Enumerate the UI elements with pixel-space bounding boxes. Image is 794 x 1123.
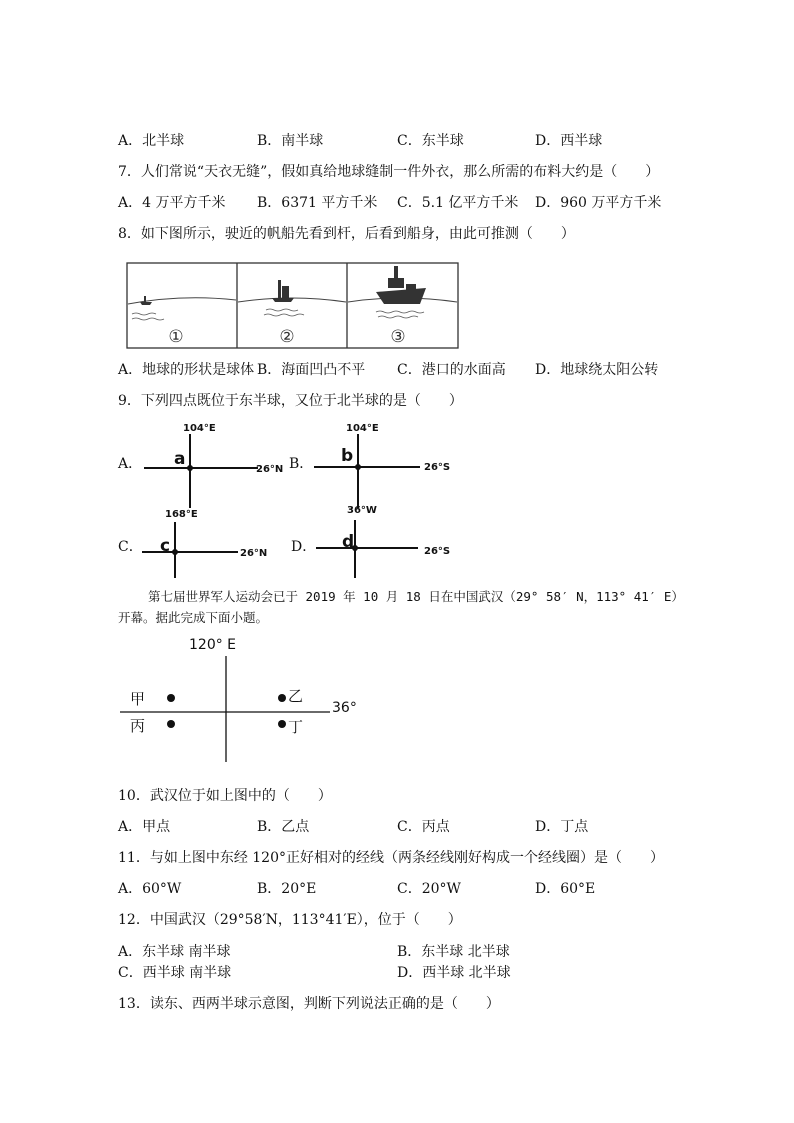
q10-option-b: B．乙点 bbox=[257, 819, 310, 835]
q10-option-d: D．丁点 bbox=[535, 819, 589, 835]
q9-option-d-label: D． bbox=[291, 539, 317, 555]
q12-option-b: B．东半球 北半球 bbox=[397, 944, 510, 960]
ship-approach-figure bbox=[126, 262, 460, 350]
point-bing: 丙 bbox=[130, 717, 146, 735]
point-jia: 甲 bbox=[130, 690, 146, 708]
q8-stem: 8．如下图所示，驶近的帆船先看到杆，后看到船身，由此可推测（ ） bbox=[118, 226, 575, 242]
q11-option-c: C．20°W bbox=[397, 881, 461, 897]
q8-option-d: D．地球绕太阳公转 bbox=[535, 362, 659, 378]
q11-option-b: B．20°E bbox=[257, 881, 317, 897]
passage-line-1: 第七届世界军人运动会已于 2019 年 10 月 18 日在中国武汉（29° 58′ N，113° 41′ E） bbox=[148, 589, 684, 604]
panel-label-1: ① bbox=[168, 327, 184, 347]
q13-stem: 13．读东、西两半球示意图，判断下列说法正确的是（ ） bbox=[118, 996, 500, 1012]
point-letter-b: b bbox=[341, 446, 354, 466]
passage-line-2: 开幕。据此完成下面小题。 bbox=[118, 610, 269, 625]
lon-label-d: 36°W bbox=[347, 505, 377, 516]
q6-option-a: A．北半球 bbox=[118, 133, 185, 149]
q6-option-c: C．东半球 bbox=[397, 133, 464, 149]
grid-lon-label: 120° E bbox=[189, 637, 237, 653]
lat-label-d: 26°S bbox=[424, 546, 451, 557]
panel-label-2: ② bbox=[279, 327, 295, 347]
lat-label-c: 26°N bbox=[240, 548, 268, 559]
q9-option-b-label: B． bbox=[289, 456, 314, 472]
q12-stem: 12．中国武汉（29°58′N，113°41′E），位于（ ） bbox=[118, 912, 462, 928]
point-letter-a: a bbox=[174, 449, 186, 469]
point-letter-c: c bbox=[160, 536, 171, 556]
lat-label-a: 26°N bbox=[256, 464, 284, 475]
q11-option-d: D．60°E bbox=[535, 881, 596, 897]
q12-option-d: D．西半球 北半球 bbox=[397, 965, 511, 981]
q9-stem: 9．下列四点既位于东半球，又位于北半球的是（ ） bbox=[118, 393, 463, 409]
q12-option-a: A．东半球 南半球 bbox=[118, 944, 231, 960]
q8-option-b: B．海面凹凸不平 bbox=[257, 362, 366, 378]
q11-stem: 11．与如上图中东经 120°正好相对的经线（两条经线刚好构成一个经线圈）是（ ） bbox=[118, 850, 664, 866]
grid-lat-label: 36° bbox=[332, 700, 357, 716]
q10-option-a: A．甲点 bbox=[118, 819, 171, 835]
panel-label-3: ③ bbox=[390, 327, 406, 347]
point-yi: 乙 bbox=[288, 687, 304, 705]
q7-option-d: D．960 万平方千米 bbox=[535, 195, 662, 211]
q8-option-a: A．地球的形状是球体 bbox=[118, 362, 255, 378]
q11-option-a: A．60°W bbox=[118, 881, 182, 897]
q9-option-a-label: A． bbox=[118, 456, 143, 472]
q7-stem: 7．人们常说“天衣无缝”，假如真给地球缝制一件外衣，那么所需的布料大约是（ ） bbox=[118, 164, 660, 180]
lon-label-a: 104°E bbox=[183, 423, 216, 434]
q9-option-c-label: C． bbox=[118, 539, 143, 555]
q12-option-c: C．西半球 南半球 bbox=[118, 965, 232, 981]
q6-option-d: D．西半球 bbox=[535, 133, 603, 149]
lon-label-c: 168°E bbox=[165, 509, 198, 520]
q7-option-b: B．6371 平方千米 bbox=[257, 195, 378, 211]
q10-option-c: C．丙点 bbox=[397, 819, 450, 835]
point-ding: 丁 bbox=[288, 718, 304, 736]
q8-option-c: C．港口的水面高 bbox=[397, 362, 506, 378]
lon-label-b: 104°E bbox=[346, 423, 379, 434]
grid-cross-d bbox=[314, 508, 464, 580]
q6-option-b: B．南半球 bbox=[257, 133, 324, 149]
point-letter-d: d bbox=[342, 532, 355, 552]
q7-option-c: C．5.1 亿平方千米 bbox=[397, 195, 519, 211]
q7-option-a: A．4 万平方千米 bbox=[118, 195, 226, 211]
q10-stem: 10．武汉位于如上图中的（ ） bbox=[118, 788, 332, 804]
lat-label-b: 26°S bbox=[424, 462, 451, 473]
